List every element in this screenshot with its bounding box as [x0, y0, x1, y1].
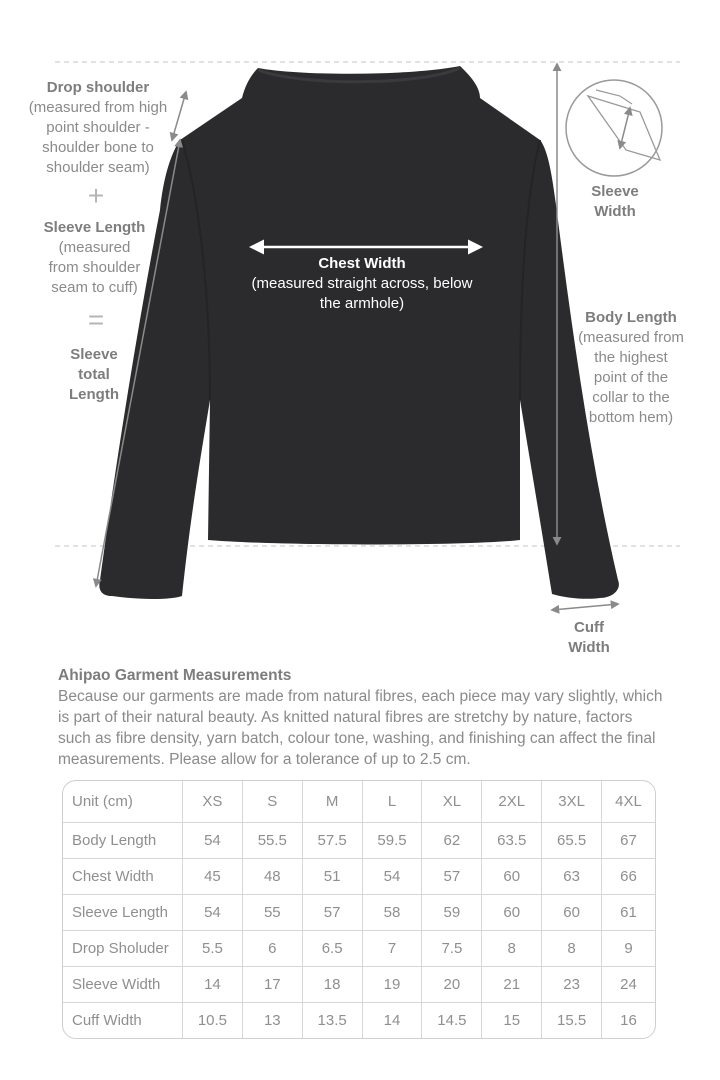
measurement-notes — [58, 665, 668, 770]
table-row — [63, 1003, 655, 1038]
equals-symbol: = — [87, 304, 105, 335]
header-size: 4XL — [602, 781, 655, 823]
table-cell: 15 — [482, 1003, 542, 1038]
table-cell: 45 — [183, 859, 243, 895]
table-cell: 8 — [482, 931, 542, 967]
table-cell: 62 — [422, 823, 482, 859]
table-cell: 65.5 — [542, 823, 602, 859]
table-cell: 59.5 — [363, 823, 423, 859]
size-chart-table — [62, 780, 656, 1039]
sleeve-width-inset — [566, 80, 662, 176]
table-cell: 5.5 — [183, 931, 243, 967]
table-cell: 7.5 — [422, 931, 482, 967]
table-cell: 57 — [422, 859, 482, 895]
table-cell: 57 — [303, 895, 363, 931]
header-size: 3XL — [542, 781, 602, 823]
table-row — [63, 823, 655, 859]
cuff-width-line-2: Width — [568, 639, 610, 656]
header-size: M — [303, 781, 363, 823]
table-cell: 13.5 — [303, 1003, 363, 1038]
row-label: Body Length — [63, 823, 183, 859]
drop-shoulder-desc-3: shoulder bone to — [42, 139, 154, 156]
header-size: XL — [422, 781, 482, 823]
header-unit: Unit (cm) — [63, 781, 183, 823]
table-cell: 58 — [363, 895, 423, 931]
table-cell: 60 — [482, 859, 542, 895]
sleeve-length-title: Sleeve Length — [43, 219, 146, 236]
sleeve-length-desc-2: from shoulder — [48, 259, 141, 276]
body-length-desc-3: point of the — [593, 369, 669, 386]
body-length-desc-2: the highest — [594, 349, 668, 366]
header-size: L — [363, 781, 423, 823]
table-cell: 55 — [243, 895, 303, 931]
row-label: Sleeve Width — [63, 967, 183, 1003]
table-cell: 6 — [243, 931, 303, 967]
header-size: S — [243, 781, 303, 823]
table-cell: 14 — [363, 1003, 423, 1038]
body-length-label — [566, 308, 696, 428]
row-label: Cuff Width — [63, 1003, 183, 1038]
plus-symbol: + — [87, 180, 105, 211]
table-row — [63, 895, 655, 931]
header-size: XS — [183, 781, 243, 823]
table-cell: 23 — [542, 967, 602, 1003]
table-cell: 57.5 — [303, 823, 363, 859]
table-header-row — [63, 781, 655, 823]
table-cell: 9 — [602, 931, 655, 967]
row-label: Sleeve Length — [63, 895, 183, 931]
table-cell: 55.5 — [243, 823, 303, 859]
drop-shoulder-desc-4: shoulder seam) — [46, 159, 150, 176]
sleeve-total-line-2: total — [78, 366, 110, 383]
table-cell: 16 — [620, 1012, 637, 1029]
body-length-title: Body Length — [585, 309, 677, 326]
body-length-desc-1: (measured from — [578, 329, 684, 346]
sleeve-length-desc-3: seam to cuff) — [51, 279, 138, 296]
cuff-width-arrow — [552, 604, 618, 610]
table-cell: 54 — [183, 895, 243, 931]
body-length-desc-4: collar to the — [592, 389, 670, 406]
table-cell: 24 — [602, 967, 655, 1003]
table-cell: 14 — [183, 967, 243, 1003]
table-cell: 10.5 — [183, 1003, 243, 1038]
table-cell: 54 — [183, 823, 243, 859]
table-row — [63, 967, 655, 1003]
sleeve-total-line-3: Length — [69, 386, 119, 403]
table-cell: 63.5 — [482, 823, 542, 859]
table-cell: 20 — [422, 967, 482, 1003]
chest-width-label — [232, 254, 492, 314]
table-cell: 60 — [542, 895, 602, 931]
sleeve-total-label — [44, 345, 144, 405]
table-cell: 15.5 — [542, 1003, 602, 1038]
table-row — [63, 931, 655, 967]
sleeve-length-label — [22, 218, 167, 298]
drop-shoulder-label — [18, 78, 178, 178]
row-label: Drop Sholuder — [63, 931, 183, 967]
table-cell: 6.5 — [303, 931, 363, 967]
table-cell: 19 — [363, 967, 423, 1003]
chest-width-desc-1: (measured straight across, below — [251, 275, 473, 292]
table-cell: 13 — [243, 1003, 303, 1038]
chest-width-title: Chest Width — [318, 255, 406, 272]
table-row — [63, 859, 655, 895]
table-cell: 18 — [303, 967, 363, 1003]
sleeve-length-desc-1: (measured — [58, 239, 131, 256]
table-cell: 66 — [602, 859, 655, 895]
cuff-width-label — [554, 618, 624, 658]
table-cell: 7 — [363, 931, 423, 967]
row-label: Chest Width — [63, 859, 183, 895]
sleeve-total-line-1: Sleeve — [70, 346, 118, 363]
sleeve-width-label — [575, 182, 655, 222]
table-cell: 54 — [363, 859, 423, 895]
sleeve-width-line-1: Sleeve — [591, 183, 639, 200]
notes-title: Ahipao Garment Measurements — [58, 667, 292, 684]
drop-shoulder-desc-2: point shoulder - — [46, 119, 150, 136]
body-length-desc-5: bottom hem) — [588, 409, 674, 426]
chest-width-desc-2: the armhole) — [319, 295, 405, 312]
header-size: 2XL — [482, 781, 542, 823]
table-cell: 59 — [422, 895, 482, 931]
table-cell: 63 — [542, 859, 602, 895]
table-cell: 17 — [243, 967, 303, 1003]
table-cell: 51 — [303, 859, 363, 895]
table-cell: 61 — [602, 895, 655, 931]
table-cell: 21 — [482, 967, 542, 1003]
cuff-width-line-1: Cuff — [574, 619, 604, 636]
table-cell: 60 — [482, 895, 542, 931]
notes-body: Because our garments are made from natural fibres, each piece may vary slightly, which is part of their natural beauty. As knitted natural fibres are stretchy by nature, factors such as fibre density, yarn batch, colour tone, washing, and finishing can affect the final measurements. Please allow for a tolerance of up to 2.5 cm. — [58, 688, 663, 768]
table-cell: 14.5 — [422, 1003, 482, 1038]
table-cell: 67 — [602, 823, 655, 859]
drop-shoulder-desc-1: (measured from high — [28, 99, 168, 116]
drop-shoulder-title: Drop shoulder — [46, 79, 150, 96]
table-cell: 8 — [542, 931, 602, 967]
sleeve-width-line-2: Width — [594, 203, 636, 220]
table-cell: 48 — [243, 859, 303, 895]
